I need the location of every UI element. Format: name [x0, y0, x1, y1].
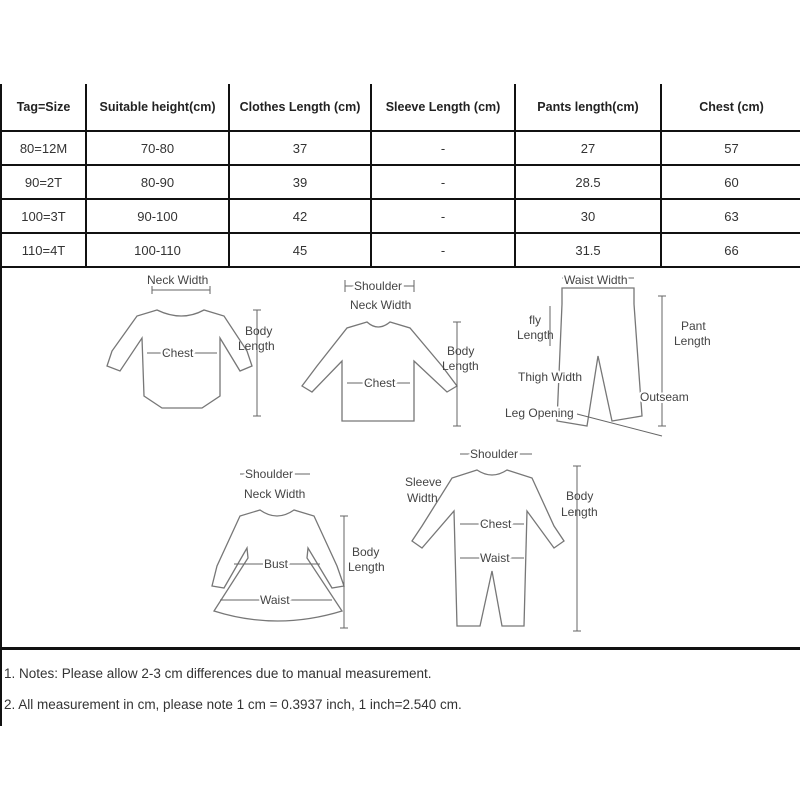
header-sleeve-length: Sleeve Length (cm) [371, 84, 515, 131]
top-chest-label: Chest [364, 376, 396, 390]
cell: 57 [661, 131, 800, 165]
romper-sleeve-width-label: Width [407, 491, 438, 505]
top-neck-width-label: Neck Width [350, 298, 412, 312]
header-chest: Chest (cm) [661, 84, 800, 131]
table-header-row [1, 84, 800, 131]
cell: 39 [229, 165, 371, 199]
dress-bust-label: Bust [264, 557, 289, 571]
romper-body-label: Body [566, 489, 594, 503]
cell: 66 [661, 233, 800, 267]
cell: 90=2T [1, 165, 86, 199]
measurement-diagram [0, 266, 800, 650]
table-row [1, 131, 800, 165]
romper-waist-label: Waist [480, 551, 510, 565]
header-clothes-length: Clothes Length (cm) [229, 84, 371, 131]
bodysuit-length-label: Length [238, 339, 275, 353]
pants-outseam-label: Outseam [640, 390, 689, 404]
table-row [1, 233, 800, 267]
pants-pant-label: Pant [681, 319, 706, 333]
pants-leg-opening-label: Leg Opening [505, 406, 574, 420]
pants-illustration [505, 273, 711, 436]
cell: 45 [229, 233, 371, 267]
romper-shoulder-label: Shoulder [470, 447, 519, 461]
cell: - [371, 233, 515, 267]
dress-neck-width-label: Neck Width [244, 487, 306, 501]
top-illustration [302, 279, 479, 426]
cell: - [371, 199, 515, 233]
cell: 70-80 [86, 131, 229, 165]
cell: 28.5 [515, 165, 661, 199]
note-1: 1. Notes: Please allow 2-3 cm differences due to manual measurement. [4, 666, 432, 681]
dress-length-label: Length [348, 560, 385, 574]
top-shoulder-label: Shoulder [354, 279, 403, 293]
pants-waist-width-label: Waist Width [564, 273, 628, 287]
pants-thigh-width-label: Thigh Width [518, 370, 583, 384]
cell: 80-90 [86, 165, 229, 199]
notes-section [0, 650, 800, 726]
top-length-label: Length [442, 359, 479, 373]
bodysuit-neck-width-label: Neck Width [147, 273, 209, 287]
cell: 100=3T [1, 199, 86, 233]
cell: 30 [515, 199, 661, 233]
cell: - [371, 165, 515, 199]
romper-chest-label: Chest [480, 517, 512, 531]
bodysuit-chest-label: Chest [162, 346, 194, 360]
table-row [1, 199, 800, 233]
dress-shoulder-label: Shoulder [245, 467, 294, 481]
header-suitable-height: Suitable height(cm) [86, 84, 229, 131]
bodysuit-illustration [107, 273, 275, 416]
romper-sleeve-label: Sleeve [405, 475, 442, 489]
cell: 37 [229, 131, 371, 165]
romper-length-label: Length [561, 505, 598, 519]
top-body-label: Body [447, 344, 475, 358]
header-pants-length: Pants length(cm) [515, 84, 661, 131]
cell: 63 [661, 199, 800, 233]
cell: 80=12M [1, 131, 86, 165]
dress-waist-label: Waist [260, 593, 290, 607]
dress-illustration [212, 467, 385, 628]
cell: - [371, 131, 515, 165]
size-table [0, 84, 800, 268]
pants-fly-label: fly [529, 313, 541, 327]
romper-illustration [405, 447, 598, 631]
cell: 42 [229, 199, 371, 233]
cell: 90-100 [86, 199, 229, 233]
pants-fly-length-label: Length [517, 328, 554, 342]
dress-body-label: Body [352, 545, 380, 559]
cell: 100-110 [86, 233, 229, 267]
pants-pant-length-label: Length [674, 334, 711, 348]
cell: 31.5 [515, 233, 661, 267]
note-2: 2. All measurement in cm, please note 1 cm = 0.3937 inch, 1 inch=2.540 cm. [4, 697, 462, 712]
bodysuit-body-label: Body [245, 324, 273, 338]
cell: 110=4T [1, 233, 86, 267]
header-tag-size: Tag=Size [1, 84, 86, 131]
cell: 27 [515, 131, 661, 165]
cell: 60 [661, 165, 800, 199]
table-row [1, 165, 800, 199]
